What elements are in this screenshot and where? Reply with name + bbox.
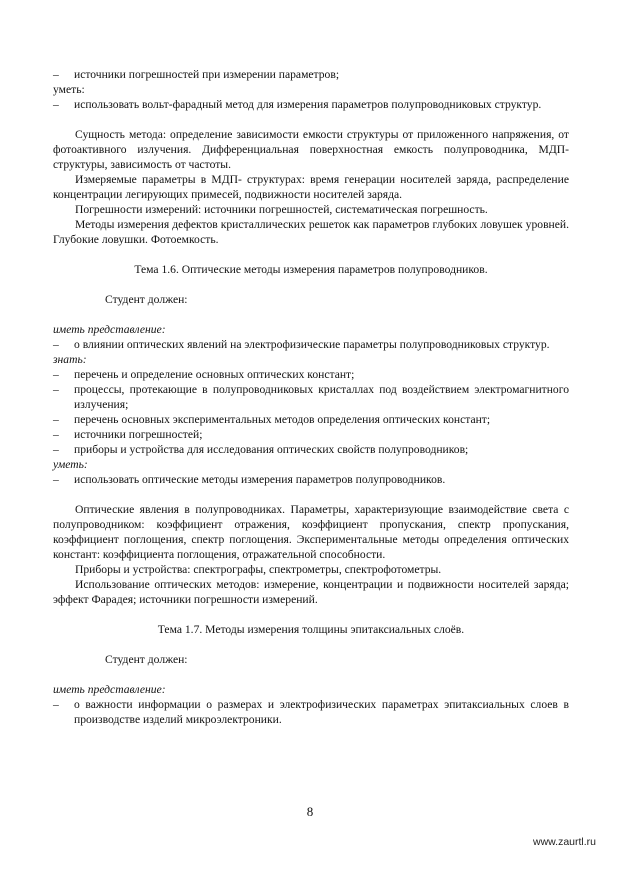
- student-must: Студент должен:: [105, 293, 188, 306]
- paragraph: Погрешности измерений: источники погрешностей, систематическая погрешность.: [75, 203, 488, 216]
- know-label: знать:: [53, 353, 87, 366]
- representation-label: иметь представление:: [53, 683, 166, 696]
- list-item: – перечень и определение основных оптических констант;: [53, 368, 355, 381]
- list-item: – о важности информации о размерах и электрофизических параметрах эпитаксиальных слоев в производстве изделий микроэлектроники.: [53, 698, 569, 726]
- list-item: – использовать оптические методы измерения параметров полупроводников.: [53, 473, 446, 486]
- paragraph: Оптические явления в полупроводниках. Параметры, характеризующие взаимодействие света с полупроводником: коэффициент отражения, коэффициент пропускания, спектр пропускания, коэффициент поглощения, спектр поглощения. Экспериментальные методы определения оптических констант: коэффициента поглощения, отражательной способности.: [53, 503, 569, 561]
- list-item: – перечень основных экспериментальных методов определения оптических констант;: [53, 413, 491, 426]
- list-item: – использовать вольт-фарадный метод для измерения параметров полупроводниковых структур.: [53, 98, 542, 111]
- paragraph: Приборы и устройства: спектрографы, спектрометры, спектрофотометры.: [75, 563, 442, 576]
- paragraph: Методы измерения дефектов кристаллических решеток как параметров глубоких ловушек уровней. Глубокие ловушки. Фотоемкость.: [53, 218, 569, 246]
- topic-title: Тема 1.7. Методы измерения толщины эпитаксиальных слоёв.: [157, 623, 465, 636]
- topic-title: Тема 1.6. Оптические методы измерения параметров полупроводников.: [134, 263, 488, 276]
- list-item: – источники погрешностей;: [53, 428, 203, 441]
- representation-label: иметь представление:: [53, 323, 166, 336]
- paragraph: Сущность метода: определение зависимости емкости структуры от приложенного напряжения, от фотоактивного излучения. Дифференциальная поверхностная емкость полупроводника, МДП- структуры, зависимость от частоты.: [53, 128, 569, 171]
- site-watermark: www.zaurtl.ru: [532, 836, 596, 848]
- list-item: – приборы и устройства для исследования оптических свойств полупроводников;: [53, 443, 469, 456]
- list-item: – о влиянии оптических явлений на электрофизические параметры полупроводниковых структур.: [53, 338, 550, 351]
- student-must: Студент должен:: [105, 653, 188, 666]
- list-item: – источники погрешностей при измерении параметров;: [53, 68, 340, 81]
- paragraph: Использование оптических методов: измерение, концентрации и подвижности носителей заряда; эффект Фарадея; источники погрешности измерений.: [53, 578, 569, 606]
- paragraph: Измеряемые параметры в МДП- структурах: время генерации носителей заряда, распределение концентрации легирующих примесей, подвижности носителей заряда.: [53, 173, 569, 201]
- document-page: [53, 67, 569, 727]
- list-item: – процессы, протекающие в полупроводниковых кристаллах под воздействием электромагнитного излучения;: [53, 383, 569, 411]
- able-label: уметь:: [53, 458, 88, 471]
- able-label: уметь:: [53, 83, 85, 96]
- page-number: 8: [306, 804, 314, 819]
